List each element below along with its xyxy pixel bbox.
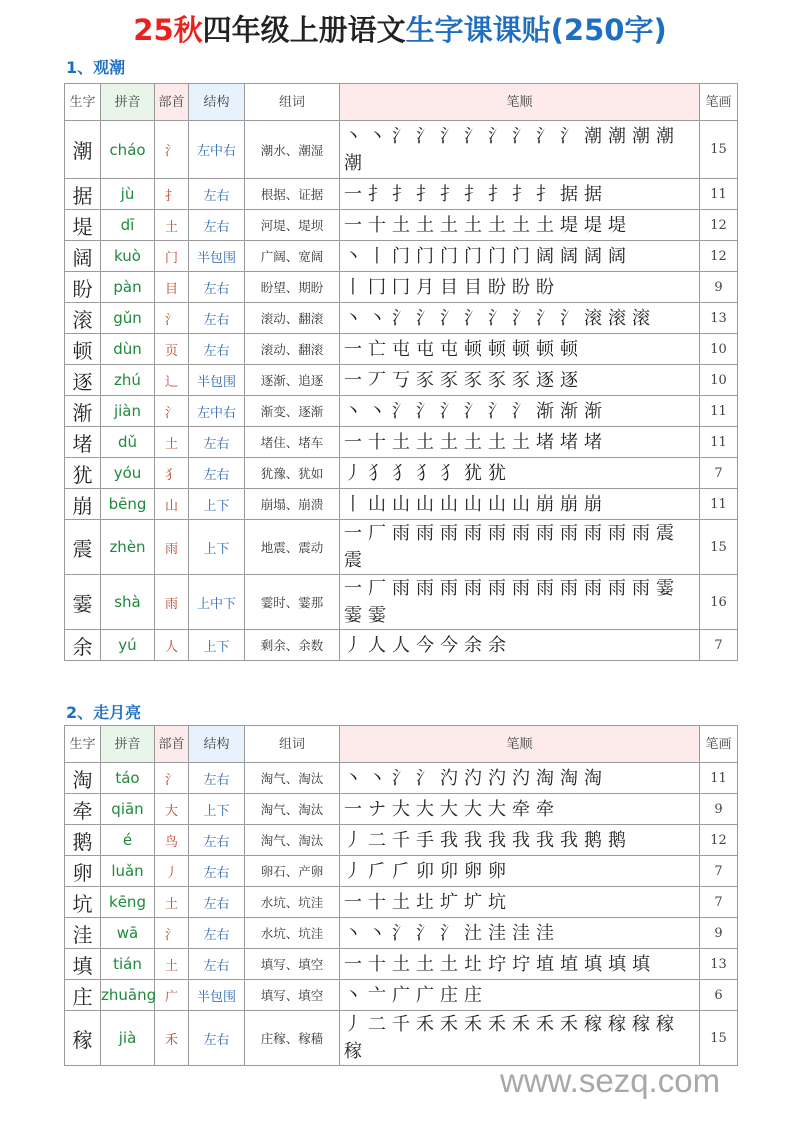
stroke-order-cell: 一扌扌扌扌扌扌扌扌据据: [340, 179, 700, 210]
section-title-1: 1、观潮: [66, 58, 126, 77]
stroke-order-cell: 一十土圵圹圹坑: [340, 887, 700, 918]
stroke-count-cell: 12: [700, 210, 738, 241]
radical-cell: 氵: [155, 396, 189, 427]
stroke-count-cell: 12: [700, 825, 738, 856]
char-cell: 牵: [65, 794, 101, 825]
pinyin-cell: zhuāng: [101, 980, 155, 1011]
pinyin-cell: é: [101, 825, 155, 856]
pinyin-cell: zhú: [101, 365, 155, 396]
pinyin-cell: jià: [101, 1011, 155, 1066]
structure-cell: 左右: [189, 887, 245, 918]
pinyin-cell: yú: [101, 630, 155, 661]
char-cell: 淘: [65, 763, 101, 794]
char-cell: 盼: [65, 272, 101, 303]
stroke-count-cell: 11: [700, 179, 738, 210]
stroke-count-cell: 12: [700, 241, 738, 272]
header-stroke-count: 笔画: [700, 84, 738, 121]
stroke-order-cell: 一十土土土土土土堵堵堵: [340, 427, 700, 458]
pinyin-cell: dǔ: [101, 427, 155, 458]
radical-cell: 大: [155, 794, 189, 825]
structure-cell: 左右: [189, 272, 245, 303]
structure-cell: 左右: [189, 1011, 245, 1066]
words-cell: 水坑、坑洼: [245, 887, 340, 918]
table-row: [65, 1011, 738, 1066]
table-row: [65, 458, 738, 489]
structure-cell: 左右: [189, 210, 245, 241]
stroke-order-cell: 丶丶氵氵氵氵氵氵渐渐渐: [340, 396, 700, 427]
table-row: [65, 121, 738, 179]
header-radical: 部首: [155, 726, 189, 763]
structure-cell: 左右: [189, 458, 245, 489]
table-row: [65, 210, 738, 241]
header-stroke-order: 笔顺: [340, 726, 700, 763]
stroke-count-cell: 6: [700, 980, 738, 1011]
table-row: [65, 489, 738, 520]
char-cell: 余: [65, 630, 101, 661]
stroke-count-cell: 9: [700, 918, 738, 949]
watermark: www.sezq.com: [500, 1062, 721, 1099]
pinyin-cell: wā: [101, 918, 155, 949]
structure-cell: 左右: [189, 949, 245, 980]
header-words: 组词: [245, 84, 340, 121]
radical-cell: 氵: [155, 121, 189, 179]
stroke-order-cell: 丶亠广广庄庄: [340, 980, 700, 1011]
pinyin-cell: kēng: [101, 887, 155, 918]
pinyin-cell: jù: [101, 179, 155, 210]
table-header-row: [65, 726, 738, 763]
stroke-count-cell: 9: [700, 272, 738, 303]
stroke-order-cell: 丨冂冂月目目盼盼盼: [340, 272, 700, 303]
header-stroke-order: 笔顺: [340, 84, 700, 121]
stroke-count-cell: 10: [700, 334, 738, 365]
stroke-count-cell: 16: [700, 575, 738, 630]
character-table-2: [64, 725, 738, 1066]
table-row: [65, 856, 738, 887]
pinyin-cell: gǔn: [101, 303, 155, 334]
table-row: [65, 630, 738, 661]
char-cell: 滚: [65, 303, 101, 334]
header-stroke-count: 笔画: [700, 726, 738, 763]
pinyin-cell: qiān: [101, 794, 155, 825]
structure-cell: 上下: [189, 489, 245, 520]
radical-cell: 雨: [155, 520, 189, 575]
stroke-count-cell: 15: [700, 121, 738, 179]
character-table-1: [64, 83, 738, 661]
table-row: [65, 396, 738, 427]
radical-cell: 门: [155, 241, 189, 272]
stroke-order-cell: 丿犭犭犭犭犹犹: [340, 458, 700, 489]
words-cell: 填写、填空: [245, 949, 340, 980]
radical-cell: 人: [155, 630, 189, 661]
table-row: [65, 303, 738, 334]
stroke-count-cell: 7: [700, 458, 738, 489]
stroke-order-cell: 丶丶氵氵汋汋汋汋淘淘淘: [340, 763, 700, 794]
title-grade: 四年级上册语文: [202, 13, 406, 47]
header-words: 组词: [245, 726, 340, 763]
words-cell: 犹豫、犹如: [245, 458, 340, 489]
stroke-count-cell: 13: [700, 949, 738, 980]
char-cell: 庄: [65, 980, 101, 1011]
char-cell: 填: [65, 949, 101, 980]
char-cell: 稼: [65, 1011, 101, 1066]
words-cell: 庄稼、稼穑: [245, 1011, 340, 1066]
stroke-order-cell: 丶丶氵氵氵氵氵氵氵氵滚滚滚: [340, 303, 700, 334]
words-cell: 广阔、宽阔: [245, 241, 340, 272]
stroke-order-cell: 一亡屯屯屯顿顿顿顿顿: [340, 334, 700, 365]
char-cell: 潮: [65, 121, 101, 179]
radical-cell: 山: [155, 489, 189, 520]
structure-cell: 半包围: [189, 980, 245, 1011]
structure-cell: 左右: [189, 427, 245, 458]
table-row: [65, 949, 738, 980]
table-row: [65, 179, 738, 210]
pinyin-cell: tián: [101, 949, 155, 980]
table-row: [65, 575, 738, 630]
structure-cell: 左右: [189, 856, 245, 887]
pinyin-cell: pàn: [101, 272, 155, 303]
pinyin-cell: jiàn: [101, 396, 155, 427]
section-title-2: 2、走月亮: [66, 703, 142, 722]
header-structure: 结构: [189, 726, 245, 763]
table-row: [65, 365, 738, 396]
header-char: 生字: [65, 726, 101, 763]
structure-cell: 上下: [189, 520, 245, 575]
char-cell: 坑: [65, 887, 101, 918]
stroke-order-cell: 丶丶氵氵氵汢洼洼洼: [340, 918, 700, 949]
structure-cell: 左右: [189, 334, 245, 365]
table-header-row: [65, 84, 738, 121]
char-cell: 据: [65, 179, 101, 210]
char-cell: 鹅: [65, 825, 101, 856]
radical-cell: 雨: [155, 575, 189, 630]
words-cell: 渐变、逐渐: [245, 396, 340, 427]
char-cell: 逐: [65, 365, 101, 396]
words-cell: 河堤、堤坝: [245, 210, 340, 241]
table-row: [65, 763, 738, 794]
stroke-order-cell: 一十土土土土土土土堤堤堤: [340, 210, 700, 241]
structure-cell: 左右: [189, 825, 245, 856]
stroke-order-cell: 一厂雨雨雨雨雨雨雨雨雨雨雨震震: [340, 520, 700, 575]
stroke-order-cell: 一丆丂豕豕豕豕豕逐逐: [340, 365, 700, 396]
radical-cell: 鸟: [155, 825, 189, 856]
stroke-count-cell: 11: [700, 427, 738, 458]
table-row: [65, 241, 738, 272]
char-cell: 崩: [65, 489, 101, 520]
pinyin-cell: yóu: [101, 458, 155, 489]
stroke-count-cell: 15: [700, 520, 738, 575]
char-cell: 阔: [65, 241, 101, 272]
words-cell: 淘气、淘汰: [245, 794, 340, 825]
pinyin-cell: dī: [101, 210, 155, 241]
header-structure: 结构: [189, 84, 245, 121]
words-cell: 卵石、产卵: [245, 856, 340, 887]
pinyin-cell: zhèn: [101, 520, 155, 575]
structure-cell: 上中下: [189, 575, 245, 630]
stroke-order-cell: 一ナ大大大大大牵牵: [340, 794, 700, 825]
words-cell: 剩余、余数: [245, 630, 340, 661]
stroke-count-cell: 7: [700, 856, 738, 887]
pinyin-cell: cháo: [101, 121, 155, 179]
stroke-count-cell: 10: [700, 365, 738, 396]
stroke-count-cell: 7: [700, 887, 738, 918]
radical-cell: 氵: [155, 763, 189, 794]
stroke-order-cell: 丿𠂆𠂆卯卯卵卵: [340, 856, 700, 887]
words-cell: 淘气、淘汰: [245, 763, 340, 794]
words-cell: 根据、证据: [245, 179, 340, 210]
words-cell: 滚动、翻滚: [245, 334, 340, 365]
title-year: 25秋: [133, 13, 203, 47]
words-cell: 填写、填空: [245, 980, 340, 1011]
radical-cell: 犭: [155, 458, 189, 489]
stroke-count-cell: 9: [700, 794, 738, 825]
table-row: [65, 272, 738, 303]
structure-cell: 上下: [189, 630, 245, 661]
radical-cell: 氵: [155, 918, 189, 949]
stroke-order-cell: 丿二千禾禾禾禾禾禾禾稼稼稼稼稼: [340, 1011, 700, 1066]
stroke-order-cell: 一十土土土圵坾坾埴埴填填填: [340, 949, 700, 980]
radical-cell: 土: [155, 949, 189, 980]
stroke-count-cell: 15: [700, 1011, 738, 1066]
stroke-order-cell: 丶丨门门门门门门阔阔阔阔: [340, 241, 700, 272]
char-cell: 卵: [65, 856, 101, 887]
char-cell: 犹: [65, 458, 101, 489]
stroke-count-cell: 11: [700, 489, 738, 520]
words-cell: 淘气、淘汰: [245, 825, 340, 856]
table-row: [65, 427, 738, 458]
radical-cell: 氵: [155, 303, 189, 334]
radical-cell: 页: [155, 334, 189, 365]
radical-cell: 土: [155, 887, 189, 918]
radical-cell: 禾: [155, 1011, 189, 1066]
stroke-order-cell: 丿人人今今余余: [340, 630, 700, 661]
radical-cell: 目: [155, 272, 189, 303]
words-cell: 滚动、翻滚: [245, 303, 340, 334]
title-subject: 生字课课贴(250字): [405, 13, 667, 47]
stroke-count-cell: 7: [700, 630, 738, 661]
structure-cell: 左右: [189, 918, 245, 949]
table-row: [65, 334, 738, 365]
table-row: [65, 980, 738, 1011]
stroke-count-cell: 11: [700, 763, 738, 794]
structure-cell: 左中右: [189, 121, 245, 179]
radical-cell: 扌: [155, 179, 189, 210]
structure-cell: 左右: [189, 179, 245, 210]
radical-cell: 土: [155, 427, 189, 458]
pinyin-cell: táo: [101, 763, 155, 794]
stroke-count-cell: 13: [700, 303, 738, 334]
structure-cell: 半包围: [189, 241, 245, 272]
stroke-order-cell: 丿二千手我我我我我我鹅鹅: [340, 825, 700, 856]
header-pinyin: 拼音: [101, 726, 155, 763]
stroke-order-cell: 丶丶氵氵氵氵氵氵氵氵潮潮潮潮潮: [340, 121, 700, 179]
char-cell: 霎: [65, 575, 101, 630]
char-cell: 堤: [65, 210, 101, 241]
header-pinyin: 拼音: [101, 84, 155, 121]
table-row: [65, 520, 738, 575]
radical-cell: 广: [155, 980, 189, 1011]
pinyin-cell: shà: [101, 575, 155, 630]
stroke-count-cell: 11: [700, 396, 738, 427]
structure-cell: 左右: [189, 763, 245, 794]
pinyin-cell: luǎn: [101, 856, 155, 887]
page-title: [0, 8, 800, 49]
words-cell: 潮水、潮湿: [245, 121, 340, 179]
char-cell: 洼: [65, 918, 101, 949]
char-cell: 震: [65, 520, 101, 575]
words-cell: 地震、震动: [245, 520, 340, 575]
pinyin-cell: dùn: [101, 334, 155, 365]
table-row: [65, 887, 738, 918]
table-row: [65, 794, 738, 825]
char-cell: 渐: [65, 396, 101, 427]
pinyin-cell: kuò: [101, 241, 155, 272]
table-row: [65, 918, 738, 949]
words-cell: 崩塌、崩溃: [245, 489, 340, 520]
table-row: [65, 825, 738, 856]
pinyin-cell: bēng: [101, 489, 155, 520]
header-char: 生字: [65, 84, 101, 121]
structure-cell: 上下: [189, 794, 245, 825]
radical-cell: 辶: [155, 365, 189, 396]
structure-cell: 左右: [189, 303, 245, 334]
radical-cell: 土: [155, 210, 189, 241]
radical-cell: 丿: [155, 856, 189, 887]
words-cell: 堵住、堵车: [245, 427, 340, 458]
stroke-order-cell: 一厂雨雨雨雨雨雨雨雨雨雨雨霎霎霎: [340, 575, 700, 630]
words-cell: 盼望、期盼: [245, 272, 340, 303]
structure-cell: 左中右: [189, 396, 245, 427]
structure-cell: 半包围: [189, 365, 245, 396]
stroke-order-cell: 丨山山山山山山山崩崩崩: [340, 489, 700, 520]
words-cell: 逐渐、追逐: [245, 365, 340, 396]
words-cell: 水坑、坑洼: [245, 918, 340, 949]
header-radical: 部首: [155, 84, 189, 121]
char-cell: 顿: [65, 334, 101, 365]
words-cell: 霎时、霎那: [245, 575, 340, 630]
char-cell: 堵: [65, 427, 101, 458]
